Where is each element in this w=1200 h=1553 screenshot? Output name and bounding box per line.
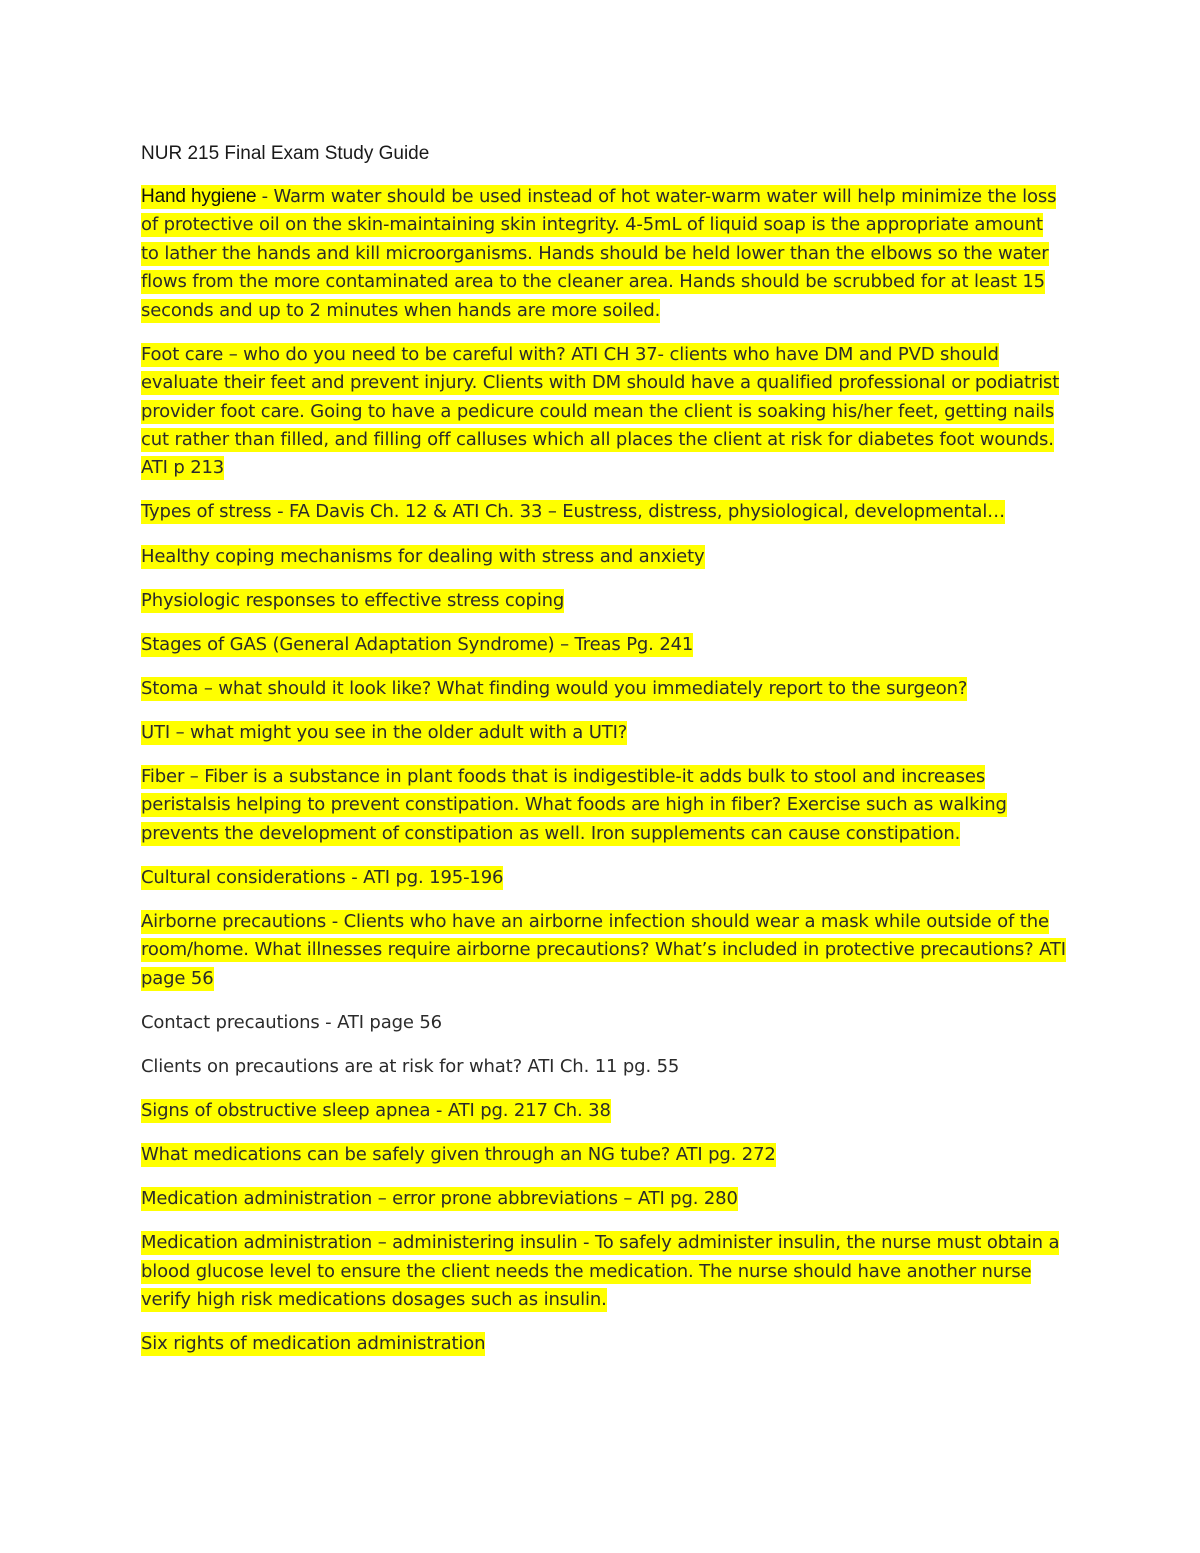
highlighted-text [141, 765, 1007, 846]
item-text: Contact precautions - ATI page 56 [141, 1011, 442, 1033]
study-item [141, 864, 1066, 892]
highlighted-text [141, 1332, 485, 1356]
item-text: Stoma – what should it look like? What finding would you immediately report to the surgeon? [141, 677, 968, 699]
highlighted-text [141, 1143, 776, 1167]
highlighted-text [141, 1231, 1059, 1312]
item-text: Clients on precautions are at risk for what? ATI Ch. 11 pg. 55 [141, 1056, 680, 1077]
plain-text [141, 1056, 679, 1077]
study-item [141, 498, 1066, 526]
study-item [141, 1330, 1066, 1358]
highlighted-text [141, 1187, 738, 1211]
study-item [141, 1141, 1066, 1169]
plain-text [141, 1012, 442, 1033]
highlighted-text [141, 866, 503, 890]
document-page [141, 140, 1066, 1374]
item-text: Stages of GAS (General Adaptation Syndrome) – Treas Pg. 241 [141, 633, 694, 655]
study-item [141, 631, 1066, 659]
highlighted-text [141, 1099, 611, 1123]
paragraph-list [141, 183, 1066, 1359]
item-text: Healthy coping mechanisms for dealing with stress and anxiety [141, 545, 705, 567]
item-text: Fiber – Fiber is a substance in plant foods that is indigestible-it adds bulk to stool and increases peristalsis helping to prevent constipation. What foods are high in fiber? Exercise such as walking prevents the development of constipation as well. Iron supplements can cause constipation. [141, 766, 1007, 844]
item-text: Airborne precautions - Clients who have an airborne infection should wear a mask while outside of the room/home. What illnesses require airborne precautions? What’s included in protective precautions? ATI page 56 [141, 911, 1066, 989]
study-item [141, 341, 1066, 483]
study-item [141, 1185, 1066, 1213]
item-text: Medication administration – administering insulin - To safely administer insulin, the nurse must obtain a blood glucose level to ensure the client needs the medication. The nurse should have another nurse verify high risk medications dosages such as insulin. [141, 1232, 1060, 1311]
study-item [141, 1009, 1066, 1037]
item-text: Foot care – who do you need to be careful with? ATI CH 37- clients who have DM and PVD should evaluate their feet and prevent injury. Clients with DM should have a qualified professional or podiatrist provider foot care. Going to have a pedicure could mean the client is soaking his/her feet, getting nails cut rather than filled, and filling off calluses which all places the client at risk for diabetes foot wounds. ATI p 213 [141, 343, 1060, 479]
item-text: Cultural considerations - ATI pg. 195-196 [141, 866, 504, 888]
study-item [141, 719, 1066, 747]
item-text: Six rights of medication administration [141, 1333, 486, 1355]
highlighted-text [141, 589, 564, 613]
item-text: Physiologic responses to effective stress coping [141, 589, 565, 611]
highlighted-text [141, 185, 1056, 323]
study-item [141, 1053, 1066, 1081]
study-item [141, 675, 1066, 703]
study-item [141, 763, 1066, 848]
study-item [141, 1229, 1066, 1314]
highlighted-text [141, 633, 693, 657]
study-item [141, 908, 1066, 993]
item-text: Types of stress - FA Davis Ch. 12 & ATI Ch. 33 – Eustress, distress, physiological, developmental… [141, 501, 1006, 523]
study-item [141, 1097, 1066, 1125]
study-item [141, 587, 1066, 615]
highlighted-text [141, 343, 1059, 481]
highlighted-text [141, 910, 1066, 991]
highlighted-text [141, 545, 705, 569]
document-title: NUR 215 Final Exam Study Guide [141, 143, 430, 164]
item-text: UTI – what might you see in the older adult with a UTI? [141, 721, 628, 743]
item-heading: Hand hygiene [141, 186, 262, 207]
item-text: Signs of obstructive sleep apnea - ATI pg. 217 Ch. 38 [141, 1100, 611, 1122]
item-text: What medications can be safely given through an NG tube? ATI pg. 272 [141, 1144, 776, 1166]
study-item [141, 183, 1066, 325]
highlighted-text [141, 500, 1005, 524]
item-text: Medication administration – error prone abbreviations – ATI pg. 280 [141, 1188, 738, 1210]
highlighted-text [141, 721, 627, 745]
study-item [141, 543, 1066, 571]
item-text: - Warm water should be used instead of hot water-warm water will help minimize the loss of protective oil on the skin-maintaining skin integrity. 4-5mL of liquid soap is the appropriate amount to lather the hands and kill microorganisms. Hands should be held lower than the elbows so the water flows from the more contaminated area to the cleaner area. Hands should be scrubbed for at least 15 seconds and up to 2 minutes when hands are more soiled. [141, 186, 1057, 321]
highlighted-text [141, 677, 967, 701]
